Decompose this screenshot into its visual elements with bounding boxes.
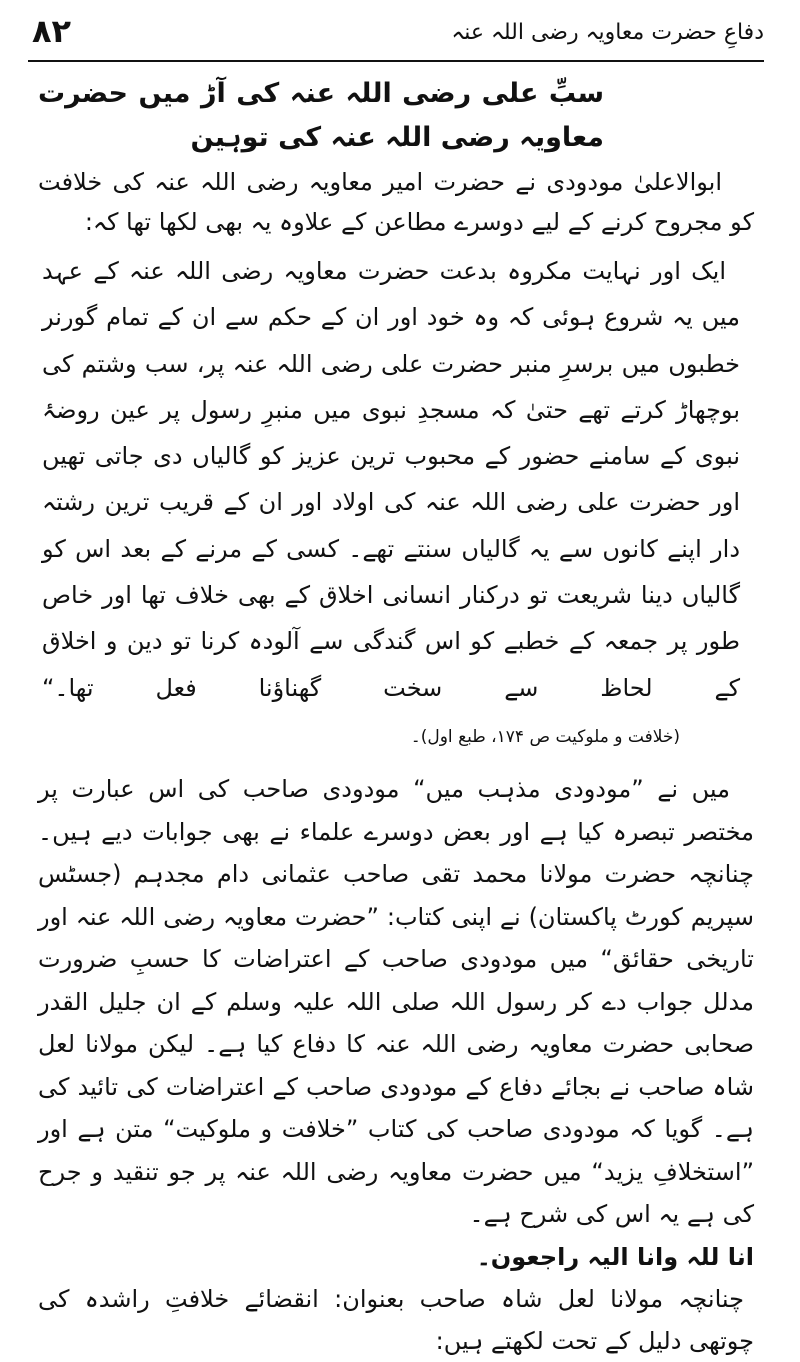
- page-body: [38, 72, 754, 1362]
- closing-line: انا للہ وانا الیہ راجعون۔: [476, 1242, 754, 1271]
- block-quote: [42, 248, 740, 760]
- final-paragraph: چنانچہ مولانا لعل شاہ صاحب بعنوان: انقضائے خلافتِ راشدہ کی چوتھی دلیل کے تحت لکھتے ہیں:: [38, 1284, 754, 1355]
- page-header: [28, 10, 764, 62]
- intro-paragraph: ابوالاعلیٰ مودودی نے حضرت امیر معاویہ رضی اللہ عنہ کی خلافت کو مجروح کرنے کے لیے دوسرے مطاعن کے علاوہ یہ بھی لکھا تھا کہ:: [38, 168, 754, 236]
- body-paragraph: میں نے ”مودودی مذہب میں“ مودودی صاحب کی اس عبارت پر مختصر تبصرہ کیا ہے اور بعض دوسرے علماء نے بھی جوابات دیے ہیں۔ چنانچہ حضرت مولانا محمد تقی صاحب عثمانی دام مجدہم (جسٹس سپریم کورٹ پاکستان) نے اپنی کتاب: ”حضرت معاویہ رضی اللہ عنہ اور تاریخی حقائق“ میں مودودی صاحب کے اعتراضات کا حسبِ ضرورت مدلل جواب دے کر رسول اللہ صلی اللہ علیہ وسلم کے ان جلیل القدر صحابی حضرت معاویہ رضی اللہ عنہ کا دفاع کیا ہے۔ لیکن مولانا لعل شاہ صاحب نے بجائے دفاع کے مودودی صاحب کے اعتراضات کی تائید کی ہے۔ گویا کہ مودودی صاحب کی کتاب ”خلافت و ملوکیت“ متن ہے اور ”استخلافِ یزید“ میں حضرت معاویہ رضی اللہ عنہ پر جو تنقید و جرح کی ہے یہ اس کی شرح ہے۔: [38, 775, 754, 1229]
- quote-reference: (خلافت و ملوکیت ص ۱۷۴، طبع اول)۔: [410, 726, 680, 747]
- section-heading: سبِّ علی رضی اللہ عنہ کی آڑ میں حضرت معاویہ رضی اللہ عنہ کی توہین: [38, 78, 604, 153]
- quote-text: ایک اور نہایت مکروہ بدعت حضرت معاویہ رضی اللہ عنہ کے عہد میں یہ شروع ہوئی کہ وہ خود اور ان کے حکم سے ان کے تمام گورنر خطبوں میں برسرِ منبر حضرت علی رضی اللہ عنہ پر، سب وشتم کی بوچھاڑ کرتے تھے حتیٰ کہ مسجدِ نبوی میں منبرِ رسول پر عین روضۂ نبوی کے سامنے حضور کے محبوب ترین عزیز کو گالیاں دی جاتی تھیں اور حضرت علی رضی اللہ عنہ کی اولاد اور ان کے قریب ترین رشتہ دار اپنے کانوں سے یہ گالیاں سنتے تھے۔ کسی کے مرنے کے بعد اس کو گالیاں دینا شریعت تو درکنار انسانی اخلاق کے بھی خلاف تھا اور خاص طور پر جمعہ کے خطبے کو اس گندگی سے آلودہ کرنا تو دین و اخلاق کے لحاظ سے سخت گھناؤنا فعل تھا۔“: [42, 257, 740, 702]
- page-number: ۸۲: [32, 12, 72, 50]
- running-title: دفاعِ حضرت معاویہ رضی اللہ عنہ: [451, 20, 764, 45]
